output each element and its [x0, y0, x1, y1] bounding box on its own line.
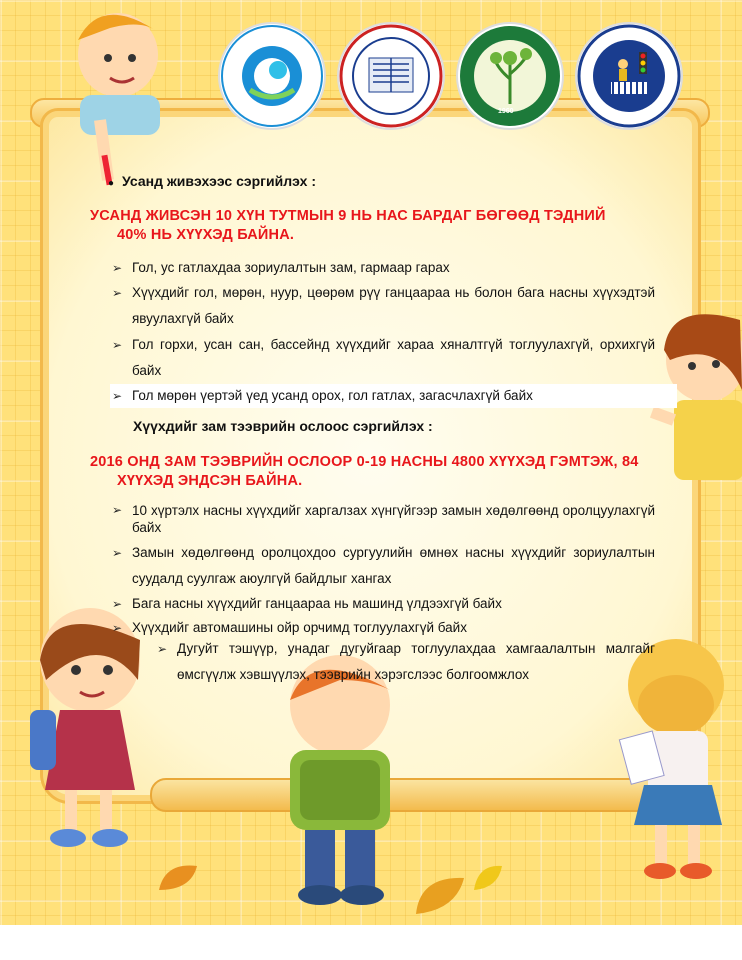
section2-alert-line2: ХҮҮХЭД ЭНДСЭН БАЙНА.: [117, 473, 303, 489]
arrow-bullet-icon: ➢: [112, 597, 123, 611]
section1-list: [110, 256, 655, 408]
list-item: [110, 502, 655, 536]
list-item: [110, 384, 677, 408]
list-item: [110, 332, 655, 384]
section2-list: [110, 502, 655, 640]
logo-year: 1960: [498, 108, 514, 115]
arrow-bullet-icon: ➢: [112, 546, 123, 560]
arrow-bullet-icon: ➢: [112, 261, 123, 275]
list-item-text: Хүүхдийг гол, мөрөн, нуур, цөөрөм рүү ганцаараа нь болон бага насны хүүхэдтэй явуулахгүй байх: [132, 285, 655, 326]
section2-sublist: [155, 636, 655, 688]
list-item-text: Гол, ус гатлахдаа зориулалтын зам, гармаар гарах: [132, 260, 450, 275]
section1-alert-line2: 40% НЬ ХҮҮХЭД БАЙНА.: [117, 227, 295, 243]
list-item: [110, 592, 655, 616]
section1-heading-text: Усанд живэхээс сэргийлэх :: [122, 173, 316, 189]
list-item-text: Замын хөдөлгөөнд оролцохдоо сургуулийн өмнөх насны хүүхдийг зориулалтын суудалд суулгаж аюулгүй байдлыг хангах: [132, 545, 655, 586]
arrow-bullet-icon: ➢: [112, 621, 123, 635]
list-item-text: Бага насны хүүхдийг ганцаараа нь машинд үлдээхгүй байх: [132, 596, 502, 611]
list-item-text: Гол мөрөн үертэй үед усанд орох, гол гатлах, загасчлахгүй байх: [132, 388, 533, 403]
section2-heading: Хүүхдийг зам тээврийн ослоос сэргийлэх :: [133, 418, 433, 434]
section2-alert-line1: 2016 ОНД ЗАМ ТЭЭВРИЙН ОСЛООР 0-19 НАСНЫ 4800 ХҮҮХЭД ГЭМТЭЖ, 84: [90, 454, 639, 470]
arrow-bullet-icon: ➢: [112, 389, 123, 403]
list-item-text: Гол горхи, усан сан, бассейнд хүүхдийг хараа хяналтгүй тоглуулахгүй, орхихгүй байх: [132, 337, 655, 378]
bottom-band: [0, 925, 742, 960]
arrow-bullet-icon: ➢: [112, 503, 123, 517]
list-item-text: Дугуйт тэшүүр, унадаг дугуйгаар тоглуулахдаа хамгаалалтын малгайг өмсгүүлж хэвшүүлэх, тээврийн хэрэгслээс болгоомжлох: [177, 641, 655, 682]
section1-heading: [108, 173, 316, 189]
list-item: [155, 636, 655, 688]
list-item: [110, 280, 655, 332]
list-item-text: Хүүхдийг автомашины ойр орчимд тоглуулахгүй байх: [132, 620, 467, 635]
list-item: [110, 540, 655, 592]
arrow-bullet-icon: ➢: [112, 286, 123, 300]
section1-alert: [90, 207, 656, 245]
arrow-bullet-icon: ➢: [112, 338, 123, 352]
arrow-bullet-icon: ➢: [157, 642, 168, 656]
section1-alert-line1: УСАНД ЖИВСЭН 10 ХҮН ТУТМЫН 9 НЬ НАС БАРДАГ БӨГӨӨД ТЭДНИЙ: [90, 208, 606, 224]
list-item-text: 10 хүртэлх насны хүүхдийг харгалзах хүнгүйгээр замын хөдөлгөөнд оролцуулахгүй байх: [132, 503, 655, 535]
bullet-dot: ●: [108, 178, 115, 189]
list-item: [110, 256, 655, 280]
section2-alert: [90, 453, 656, 491]
